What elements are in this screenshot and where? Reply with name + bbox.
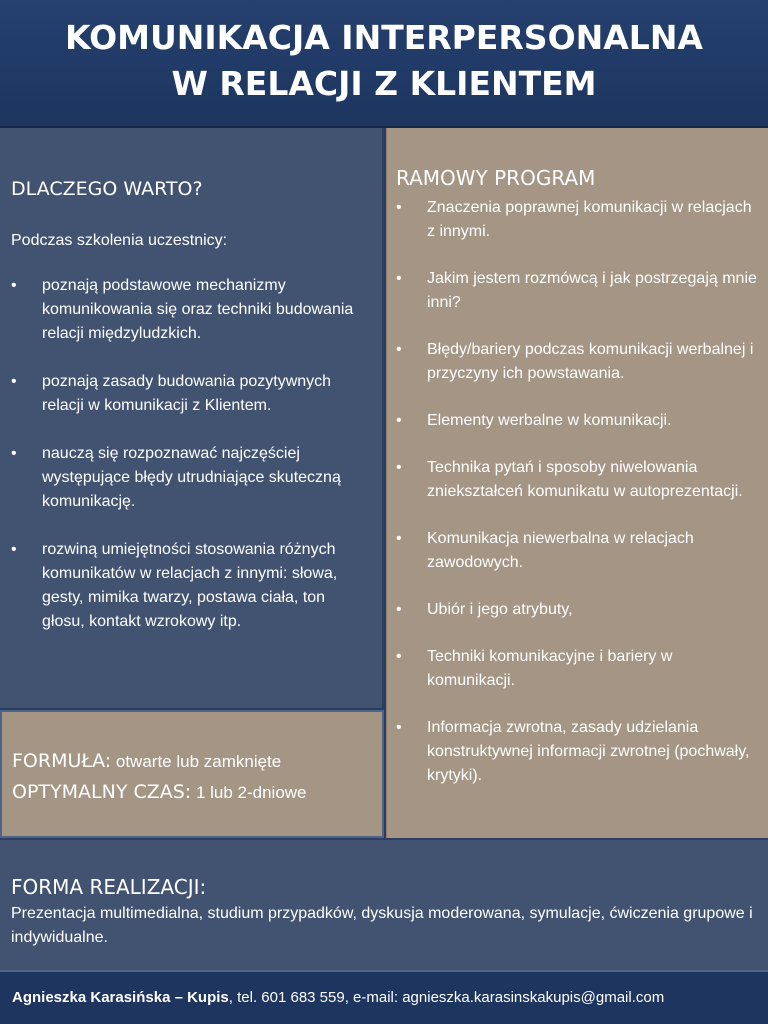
bullet-icon: • [11,445,17,462]
title-line-2: W RELACJI Z KLIENTEM [171,64,597,103]
time-label: OPTYMALNY CZAS: [12,781,192,803]
contact-footer [0,970,768,1024]
program-list [396,196,758,788]
bullet-icon: • [396,412,402,429]
formula-value: otwarte lub zamknięte [115,752,282,771]
formula-label: FORMUŁA: [12,750,112,772]
program-section [386,128,768,838]
why-heading: DLACZEGO WARTO? [11,178,203,200]
why-item: • rozwiną umiejętności stosowania różnych komunikatów w relacjach z innymi: słowa, gesty, mimika twarzy, postawa ciała, ton głosu, kontakt wzrokowy itp. [11,538,372,634]
program-item: • Informacja zwrotna, zasady udzielania konstruktywnej informacji zwrotnej (pochwały, krytyki). [396,716,758,788]
why-item: • poznają zasady budowania pozytywnych relacji w komunikacji z Klientem. [11,370,372,418]
program-item: • Techniki komunikacyjne i bariery w komunikacji. [396,645,758,693]
program-item: • Komunikacja niewerbalna w relacjach zawodowych. [396,527,758,575]
why-item: • poznają podstawowe mechanizmy komunikowania się oraz techniki budowania relacji międzyludzkich. [11,274,372,346]
bullet-icon: • [11,373,17,390]
realization-text: Prezentacja multimedialna, studium przypadków, dyskusja moderowana, symulacje, ćwiczenia grupowe i indywidualne. [11,905,753,946]
why-intro: Podczas szkolenia uczestnicy: [11,232,228,249]
realization-heading: FORMA REALIZACJI: [11,875,207,899]
time-value: 1 lub 2-dniowe [195,783,307,802]
bullet-icon: • [11,541,17,558]
bullet-icon: • [11,277,17,294]
bullet-icon: • [396,648,402,665]
realization-section [0,838,768,970]
bullet-icon: • [396,530,402,547]
why-item: • nauczą się rozpoznawać najczęściej występujące błędy utrudniające skuteczną komunikację. [11,442,372,514]
program-item: • Jakim jestem rozmówcą i jak postrzegają mnie inni? [396,267,758,315]
title-line-1: KOMUNIKACJA INTERPERSONALNA [65,18,703,57]
formula-row [12,746,372,777]
program-heading: RAMOWY PROGRAM [396,166,596,190]
bullet-icon: • [396,199,402,216]
contact-details: , tel. 601 683 559, e-mail: agnieszka.karasinskakupis@gmail.com [228,989,665,1006]
format-box [0,710,384,838]
bullet-icon: • [396,459,402,476]
why-section [0,128,384,708]
bullet-icon: • [396,601,402,618]
program-item: • Elementy werbalne w komunikacji. [396,409,758,433]
bullet-icon: • [396,719,402,736]
why-list [11,274,372,634]
time-row [12,777,372,808]
bullet-icon: • [396,341,402,358]
header-banner [0,0,768,128]
program-item: • Znaczenia poprawnej komunikacji w relacjach z innymi. [396,196,758,244]
author-name: Agnieszka Karasińska – Kupis [12,989,229,1006]
program-item: • Błędy/bariery podczas komunikacji werbalnej i przyczyny ich powstawania. [396,338,758,386]
program-item: • Technika pytań i sposoby niwelowania zniekształceń komunikatu w autoprezentacji. [396,456,758,504]
bullet-icon: • [396,270,402,287]
program-item: • Ubiór i jego atrybuty, [396,598,758,622]
